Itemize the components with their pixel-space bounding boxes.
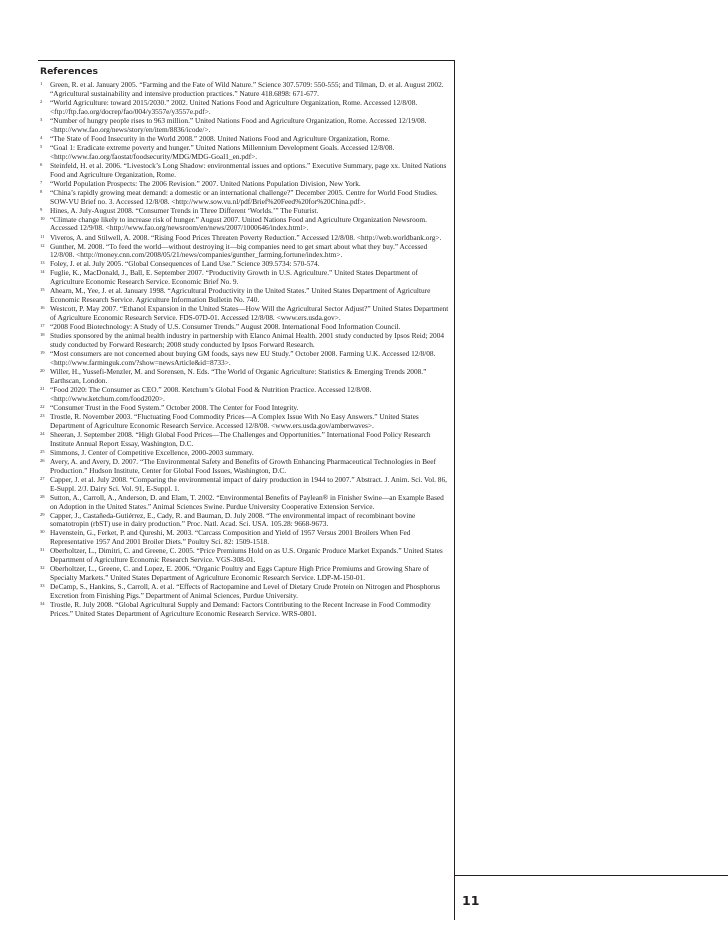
reference-text: “Most consumers are not concerned about buying GM foods, says new EU Study.” October 2008. Farming U.K. Accessed 12/8/08. <http://www.farminguk.com/?show=newsArticle&id=8733>. — [50, 349, 436, 368]
reference-number: 5 — [40, 143, 43, 149]
reference-number: 4 — [40, 134, 43, 140]
reference-text: DeCamp, S., Hankins, S., Carroll, A. et al. “Effects of Ractopamine and Level of Dietary Crude Protein on Nitrogen and Phosphorus Excretion from Finishing Pigs.” Department of Animal Sciences, Purdue University. — [50, 582, 441, 601]
reference-item — [40, 99, 452, 117]
reference-number: 7 — [40, 179, 43, 185]
reference-item — [40, 287, 452, 305]
reference-item — [40, 144, 452, 162]
reference-text: “China’s rapidly growing meat demand: a domestic or an international challenge?” December 2005. Centre for World Food Studies. SOW-VU Brief no. 3. Accessed 12/8/08. <http://www.sow.vu.nl/pdf/Brief%20Feed%20for%20China.pdf>. — [50, 187, 438, 206]
reference-text: Oberholtzer, L., Greene, C. and Lopez, E. 2006. “Organic Poultry and Eggs Capture High Price Premiums and Growing Share of Specialty Markets.” United States Department of Agriculture Economic Research Service. LDP-M-150-01. — [50, 564, 430, 583]
reference-text: Capper, J., Castañeda-Gutiérrez, E., Cady, R. and Bauman, D. July 2008. “The environmental impact of recombinant bovine somatotropin (rbST) use in dairy production.” Proc. Natl. Acad. Sci. USA. 105.28: 9668-9673. — [50, 510, 416, 529]
reference-item — [40, 601, 452, 619]
reference-item — [40, 413, 452, 431]
reference-item — [40, 269, 452, 287]
reference-text: “Climate change likely to increase risk of hunger.” August 2007. United Nations Food and Agriculture Organization Newsroom. Accessed 12/9/08. <http://www.fao.org/newsroom/en/news/2007/1000646/index.html>. — [50, 214, 427, 233]
reference-number: 17 — [40, 323, 45, 329]
reference-number: 18 — [40, 332, 45, 338]
reference-number: 22 — [40, 403, 45, 409]
reference-text: “2008 Food Biotechnology: A Study of U.S. Consumer Trends.” August 2008. International Food Information Council. — [50, 322, 401, 332]
reference-number: 19 — [40, 350, 45, 356]
reference-number: 1 — [40, 81, 43, 86]
reference-text: Gunther, M. 2008. “To feed the world—without destroying it—big companies need to get smart about what they buy.” Accessed 12/8/08. <http://money.cnn.com/2008/05/21/news/companies/gunther_farming.fortune/index.htm>. — [50, 241, 428, 260]
reference-text: “World Agriculture: toward 2015/2030.” 2002. United Nations Food and Agriculture Organization, Rome. Accessed 12/8/08. <ftp://ftp.fao.org/docrep/fao/004/y3557e/y3557e.pdf>. — [50, 97, 418, 116]
reference-number: 29 — [40, 511, 45, 517]
reference-number: 2 — [40, 98, 43, 104]
column-divider — [454, 60, 455, 920]
reference-item — [40, 81, 452, 99]
reference-item — [40, 494, 452, 512]
reference-item — [40, 368, 452, 386]
reference-list — [40, 81, 452, 619]
reference-item — [40, 583, 452, 601]
reference-text: Capper, J. et al. July 2008. “Comparing the environmental impact of dairy production in 1944 to 2007.” Abstract. J. Anim. Sci. Vol. 86, E-Suppl. 2/J. Dairy Sci. Vol. 91, E-Suppl. 1. — [50, 474, 447, 493]
reference-text: Avery, A. and Avery, D. 2007. “The Environmental Safety and Benefits of Growth Enhancing Pharmaceutical Technologies in Beef Production.” Hudson Institute, Center for Global Food Issues, Washington, D.C. — [50, 456, 437, 475]
reference-item — [40, 117, 452, 135]
reference-number: 21 — [40, 386, 45, 391]
reference-number: 15 — [40, 287, 45, 293]
reference-text: Sutton, A., Carroll, A., Anderson, D. and Elam, T. 2002. “Environmental Benefits of Paylean® in Finisher Swine—an Example Based on Adoption in the United States.” Animal Sciences Swine. Purdue University Cooperative Extension Service. — [50, 492, 444, 511]
reference-number: 10 — [40, 215, 45, 221]
reference-text: Studies sponsored by the animal health industry in partnership with Elanco Animal Health. 2001 study conducted by Ipsos Reid; 2004 study conducted by Forward Research; 2008 study conducted by Ipsos Forward Research. — [50, 331, 445, 350]
reference-number: 31 — [40, 547, 45, 553]
reference-number: 12 — [40, 242, 45, 248]
footer-rule — [454, 875, 728, 876]
reference-text: “The State of Food Insecurity in the World 2008.” 2008. United Nations Food and Agriculture Organization, Rome. — [50, 133, 390, 143]
reference-item — [40, 162, 452, 180]
references-heading: References — [40, 66, 98, 77]
reference-text: Trostle, R. November 2003. “Fluctuating Food Commodity Prices—A Complex Issue With No Easy Answers.” United States Department of Agriculture Economic Research Service. Accessed 12/8/08. <www.ers.usda.gov/amberwaves>. — [50, 411, 419, 430]
reference-text: Simmons, J. Center of Competitive Excellence, 2000-2003 summary. — [50, 447, 254, 457]
reference-item — [40, 512, 452, 530]
reference-text: Hines, A. July-August 2008. “Consumer Trends in Three Different ‘Worlds.’” The Futurist. — [50, 205, 319, 215]
reference-number: 32 — [40, 565, 45, 571]
reference-item — [40, 565, 452, 583]
reference-text: Foley, J. et al. July 2005. “Global Consequences of Land Use.” Science 309.5734: 570-574. — [50, 259, 320, 269]
reference-text: Westcott, P. May 2007. “Ethanol Expansion in the United States—How Will the Agricultural Sector Adjust?” United States Department of Agriculture Economic Research Service. FDS-07D-01. Accessed 12/8/08. <www.ers.usda.gov>. — [50, 304, 449, 323]
reference-item — [40, 216, 452, 234]
reference-number: 24 — [40, 430, 45, 436]
reference-number: 25 — [40, 448, 45, 454]
reference-text: Viveros, A. and Stilwell, A. 2008. “Rising Food Prices Threaten Poverty Reduction.” Accessed 12/8/08. <http://web.worldbank.org>. — [50, 232, 442, 242]
reference-number: 20 — [40, 368, 45, 374]
page-number: 11 — [462, 893, 480, 908]
reference-item — [40, 476, 452, 494]
reference-item — [40, 547, 452, 565]
reference-text: Ahearn, M., Yee, J. et al. January 1998. “Agricultural Productivity in the United States.” United States Department of Agriculture Economic Research Service. Agriculture Information Bulletin No. 740. — [50, 286, 431, 305]
reference-number: 26 — [40, 457, 45, 463]
reference-number: 27 — [40, 475, 45, 481]
reference-number: 6 — [40, 161, 43, 167]
reference-text: “Food 2020: The Consumer as CEO.” 2008. Ketchum’s Global Food & Nutrition Practice. Accessed 12/8/08. <http://www.ketchum.com/food2020>. — [50, 385, 372, 403]
reference-text: “Number of hungry people rises to 963 million.” United Nations Food and Agriculture Organization, Rome. Accessed 12/19/08. <http://www.fao.org/news/story/en/item/8836/icode/>. — [50, 115, 427, 134]
reference-number: 28 — [40, 493, 45, 499]
reference-number: 14 — [40, 269, 45, 275]
reference-item — [40, 458, 452, 476]
reference-item — [40, 350, 452, 368]
top-rule — [38, 60, 454, 61]
reference-item — [40, 243, 452, 261]
reference-text: Havenstein, G., Ferket, P. and Qureshi, M. 2003. “Carcass Composition and Yield of 1957 Versus 2001 Broilers When Fed Representative 1957 And 2001 Broiler Diets.” Poultry Sci. 82: 1509-1518. — [50, 528, 411, 547]
reference-number: 33 — [40, 583, 45, 589]
reference-text: Green, R. et al. January 2005. “Farming and the Fate of Wild Nature.” Science 307.5709: 550-555; and Tilman, D. et al. August 2002. “Agricultural sustainability and intensive production practices.” Nature 418.6898: 671-677. — [50, 80, 444, 98]
reference-text: Trostle, R. July 2008. “Global Agricultural Supply and Demand: Factors Contributing to the Recent Increase in Food Commodity Prices.” United States Department of Agriculture Economic Research Service. WRS-0801. — [50, 600, 431, 619]
reference-text: “World Population Prospects: The 2006 Revision.” 2007. United Nations Population Division, New York. — [50, 178, 361, 188]
reference-item — [40, 189, 452, 207]
reference-text: Sheeran, J. September 2008. “High Global Food Prices—The Challenges and Opportunities.” International Food Policy Research Institute Annual Report Essay, Washington, D.C. — [50, 429, 431, 448]
reference-number: 34 — [40, 601, 45, 607]
reference-text: Steinfeld, H. et al. 2006. “Livestock’s Long Shadow: environmental issues and options.” Executive Summary, page xx. United Nations Food and Agriculture Organization, Rome. — [50, 160, 447, 179]
reference-item — [40, 386, 452, 404]
reference-number: 3 — [40, 116, 43, 122]
reference-number: 8 — [40, 188, 43, 194]
reference-item — [40, 305, 452, 323]
reference-number: 11 — [40, 233, 45, 239]
reference-text: Oberholtzer, L., Dimitri, C. and Greene, C. 2005. “Price Premiums Hold on as U.S. Organic Produce Market Expands.” United States Department of Agriculture Economic Research Service. VGS-308-01. — [50, 546, 443, 565]
reference-number: 23 — [40, 412, 45, 418]
reference-item — [40, 332, 452, 350]
reference-number: 9 — [40, 206, 43, 212]
reference-number: 13 — [40, 260, 45, 266]
reference-number: 16 — [40, 305, 45, 311]
reference-text: “Goal 1: Eradicate extreme poverty and hunger.” United Nations Millennium Development Goals. Accessed 12/8/08. <http://www.fao.org/faostat/foodsecurity/MDG/MDG-Goal1_en.pdf>. — [50, 142, 395, 161]
reference-text: Willer, H., Yussefi-Menzler, M. and Sorensen, N. Eds. “The World of Organic Agriculture: Statistics & Emerging Trends 2008.” Earthscan, London. — [50, 367, 427, 385]
reference-item — [40, 431, 452, 449]
reference-text: Fuglie, K., MacDonald, J., Ball, E. September 2007. “Productivity Growth in U.S. Agriculture.” United States Department of Agriculture Economic Research Service. Economic Brief No. 9. — [50, 268, 418, 287]
reference-text: “Consumer Trust in the Food System.” October 2008. The Center for Food Integrity. — [50, 402, 299, 412]
reference-number: 30 — [40, 529, 45, 535]
reference-item — [40, 529, 452, 547]
references-section — [40, 66, 452, 619]
